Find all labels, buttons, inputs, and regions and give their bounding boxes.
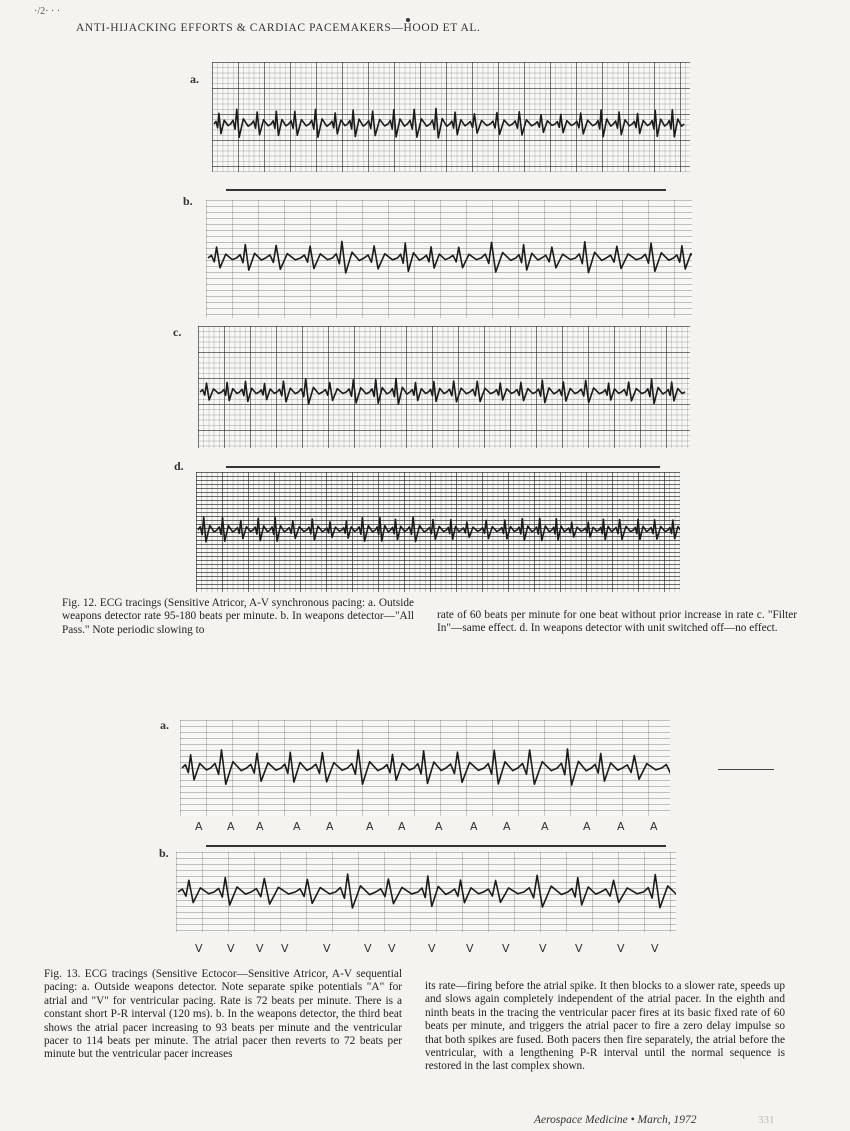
fig12-caption-right bbox=[437, 609, 797, 636]
ventricular-spike-marker-v: V bbox=[281, 942, 289, 955]
atrial-spike-marker-a: A bbox=[195, 820, 203, 833]
ecg-trace-line bbox=[198, 517, 680, 542]
fig12-trace-d bbox=[196, 472, 680, 592]
ventricular-spike-marker-v: V bbox=[428, 942, 436, 955]
ecg-waveform bbox=[196, 472, 680, 592]
fig12-label-d: d. bbox=[174, 459, 184, 473]
ventricular-spike-marker-v: V bbox=[502, 942, 510, 955]
ecg-waveform bbox=[212, 62, 690, 172]
ecg-waveform bbox=[176, 852, 676, 932]
ecg-trace-line bbox=[182, 749, 670, 785]
ventricular-spike-marker-v: V bbox=[651, 942, 659, 955]
page-number: 331 bbox=[758, 1114, 775, 1126]
ecg-trace-line bbox=[178, 874, 676, 908]
atrial-spike-marker-a: A bbox=[227, 820, 235, 833]
ventricular-spike-marker-v: V bbox=[539, 942, 547, 955]
corner-marks: ·/2· · · bbox=[34, 6, 61, 17]
atrial-spike-marker-a: A bbox=[326, 820, 334, 833]
ventricular-spike-marker-v: V bbox=[323, 942, 331, 955]
ventricular-spike-marker-v: V bbox=[195, 942, 203, 955]
atrial-spike-marker-a: A bbox=[583, 820, 591, 833]
fig12-caption-left-text: Fig. 12. ECG tracings (Sensitive Atricor, A-V synchronous pacing: a. Outside weapons detector rate 95-180 beats per minute. b. In weapons detector—"All Pass." Note periodic slowing to bbox=[62, 597, 414, 636]
fig12-rule-d bbox=[226, 466, 660, 468]
speck bbox=[406, 18, 410, 22]
ventricular-spike-marker-v: V bbox=[575, 942, 583, 955]
fig13-rule-b bbox=[206, 845, 666, 847]
fig12-caption-left bbox=[62, 597, 414, 637]
fig13-caption-left-text: Fig. 13. ECG tracings (Sensitive Ectocor—Sensitive Atricor, A-V sequential pacing: a. Outside weapons detector. Note separate spike potentials "A" for atrial and "V" for ventricular pacing. Rate is 72 beats per minute. There is a constant short P-R interval (120 ms). b. In the weapons detector, the third beat shows the atrial pacer increasing to 93 beats per minute and the ventricular pacer to 114 beats per minute. The atrial pacer then reverts to 72 beats per minute but the ventricular pacer increases bbox=[44, 968, 402, 1061]
atrial-spike-marker-a: A bbox=[293, 820, 301, 833]
ecg-trace-line bbox=[214, 109, 684, 138]
fig13-caption-right bbox=[425, 980, 785, 1074]
ecg-waveform bbox=[180, 720, 670, 816]
atrial-spike-marker-a: A bbox=[617, 820, 625, 833]
ventricular-spike-marker-v: V bbox=[388, 942, 396, 955]
ventricular-spike-marker-v: V bbox=[466, 942, 474, 955]
atrial-spike-marker-a: A bbox=[470, 820, 478, 833]
trailing-baseline bbox=[718, 769, 774, 770]
fig12-label-a: a. bbox=[190, 72, 199, 86]
fig13-caption-left bbox=[44, 968, 402, 1062]
atrial-spike-marker-a: A bbox=[398, 820, 406, 833]
fig12-label-b: b. bbox=[183, 194, 193, 208]
fig12-trace-a bbox=[212, 62, 690, 172]
fig12-trace-c bbox=[198, 326, 690, 448]
fig12-rule-b bbox=[226, 189, 666, 191]
fig13-label-b: b. bbox=[159, 846, 169, 860]
atrial-spike-marker-a: A bbox=[256, 820, 264, 833]
fig13-trace-b bbox=[176, 852, 676, 932]
fig12-trace-b bbox=[206, 200, 692, 318]
ecg-trace-line bbox=[200, 379, 685, 405]
atrial-spike-marker-a: A bbox=[541, 820, 549, 833]
ecg-waveform bbox=[206, 200, 692, 318]
ventricular-spike-marker-v: V bbox=[256, 942, 264, 955]
ecg-trace-line bbox=[208, 241, 692, 273]
fig13-caption-right-text: its rate—firing before the atrial spike. It then blocks to a slower rate, speeds up and slows again completely independent of the atrial pacer. In the eighth and ninth beats in the tracing the ventricular pacer fires at its basic fixed rate of 60 beats per minute, and triggers the atrial pacer to fire a zero delay impulse so that both spikes are fused. Both pacers then fire separately, the atrial before the ventricular, with a lengthening P-R interval until the normal sequence is restored in the last complex shown. bbox=[425, 980, 785, 1073]
journal-footer: Aerospace Medicine • March, 1972 bbox=[534, 1114, 697, 1126]
ventricular-spike-marker-v: V bbox=[617, 942, 625, 955]
atrial-spike-marker-a: A bbox=[503, 820, 511, 833]
ventricular-spike-marker-v: V bbox=[227, 942, 235, 955]
fig12-caption-right-text: rate of 60 beats per minute for one beat without prior increase in rate c. "Filter In"—same effect. d. In weapons detector with unit switched off—no effect. bbox=[437, 609, 797, 635]
fig13-label-a: a. bbox=[160, 718, 169, 732]
atrial-spike-marker-a: A bbox=[435, 820, 443, 833]
atrial-spike-marker-a: A bbox=[366, 820, 374, 833]
fig12-label-c: c. bbox=[173, 325, 182, 339]
ecg-waveform bbox=[198, 326, 690, 448]
fig13-trace-a bbox=[180, 720, 670, 816]
running-title: ANTI-HIJACKING EFFORTS & CARDIAC PACEMAKERS—HOOD ET AL. bbox=[76, 22, 481, 34]
ventricular-spike-marker-v: V bbox=[364, 942, 372, 955]
atrial-spike-marker-a: A bbox=[650, 820, 658, 833]
